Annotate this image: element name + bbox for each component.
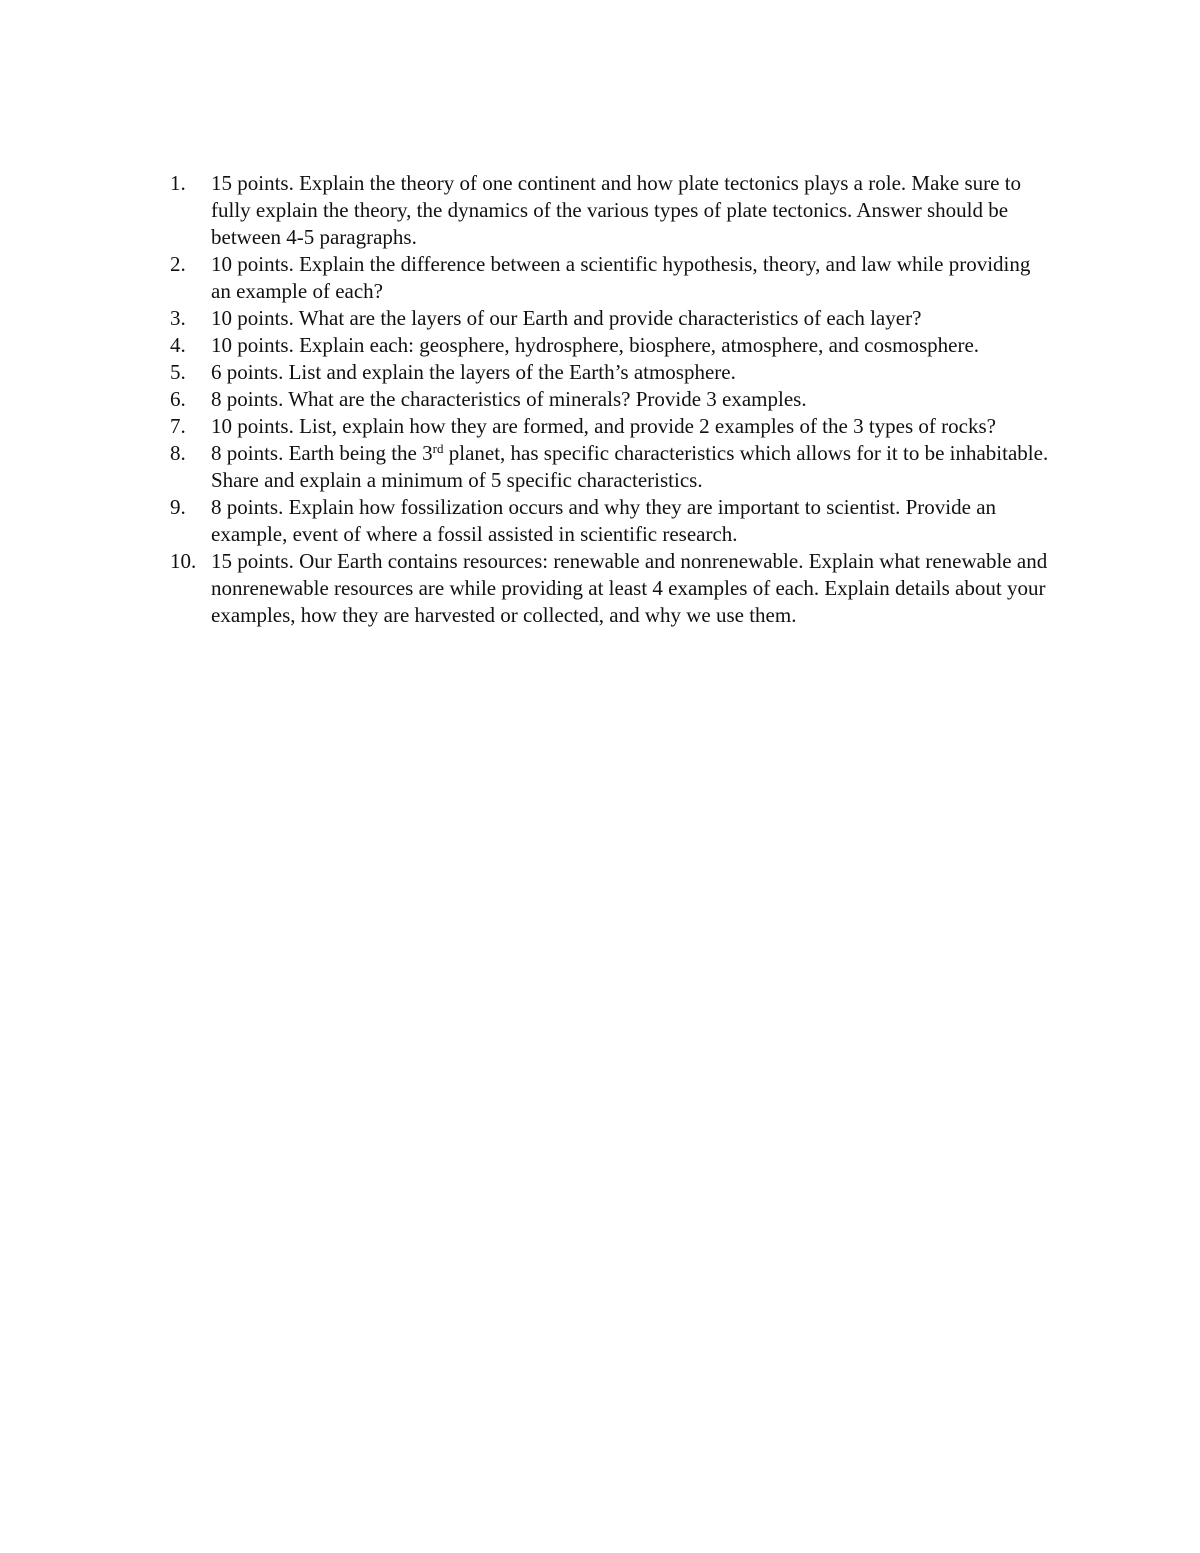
question-text: 15 points. Explain the theory of one continent and how plate tectonics plays a role. Make sure to fully explain the theory, the dynamics of the various types of plate tectonics. Answer should be between 4-5 paragraphs. [211, 171, 1022, 249]
question-text: 10 points. List, explain how they are formed, and provide 2 examples of the 3 types of rocks? [211, 414, 996, 438]
question-text: 10 points. Explain the difference between a scientific hypothesis, theory, and law while providing an example of each? [211, 252, 1031, 303]
question-item-10 [170, 548, 1055, 629]
question-number: 5. [170, 360, 186, 384]
question-item-6 [170, 386, 1055, 413]
question-item-1 [170, 170, 1055, 251]
question-text: 10 points. Explain each: geosphere, hydrosphere, biosphere, atmosphere, and cosmosphere. [211, 333, 980, 357]
question-text: 10 points. What are the layers of our Earth and provide characteristics of each layer? [211, 306, 922, 330]
question-number: 4. [170, 333, 186, 357]
question-text: 8 points. Explain how fossilization occurs and why they are important to scientist. Provide an example, event of where a fossil assisted in scientific research. [211, 495, 997, 546]
question-text-after-superscript: planet, has specific characteristics which allows for it to be inhabitable. Share and explain a minimum of 5 specific characteristics. [211, 441, 1049, 492]
question-item-3 [170, 305, 1055, 332]
question-item-5 [170, 359, 1055, 386]
question-number: 3. [170, 306, 186, 330]
question-item-4 [170, 332, 1055, 359]
question-number: 6. [170, 387, 186, 411]
question-number: 1. [170, 171, 186, 195]
question-number: 9. [170, 495, 186, 519]
question-text: 6 points. List and explain the layers of the Earth’s atmosphere. [211, 360, 736, 384]
question-text: 8 points. What are the characteristics of minerals? Provide 3 examples. [211, 387, 807, 411]
question-number: 8. [170, 441, 186, 465]
question-item-7 [170, 413, 1055, 440]
question-number: 10. [170, 549, 197, 573]
question-text [211, 440, 1055, 494]
question-text-before-superscript: 8 points. Earth being the 3 [211, 441, 433, 465]
question-text: 15 points. Our Earth contains resources: renewable and nonrenewable. Explain what renewable and nonrenewable resources are while providing at least 4 examples of each. Explain details about your examples, how they are harvested or collected, and why we use them. [211, 549, 1048, 627]
ordinal-superscript: rd [432, 441, 444, 456]
question-number: 7. [170, 414, 186, 438]
question-number: 2. [170, 252, 186, 276]
question-list [170, 170, 1055, 629]
question-item-8 [170, 440, 1055, 494]
question-item-9 [170, 494, 1055, 548]
question-item-2 [170, 251, 1055, 305]
